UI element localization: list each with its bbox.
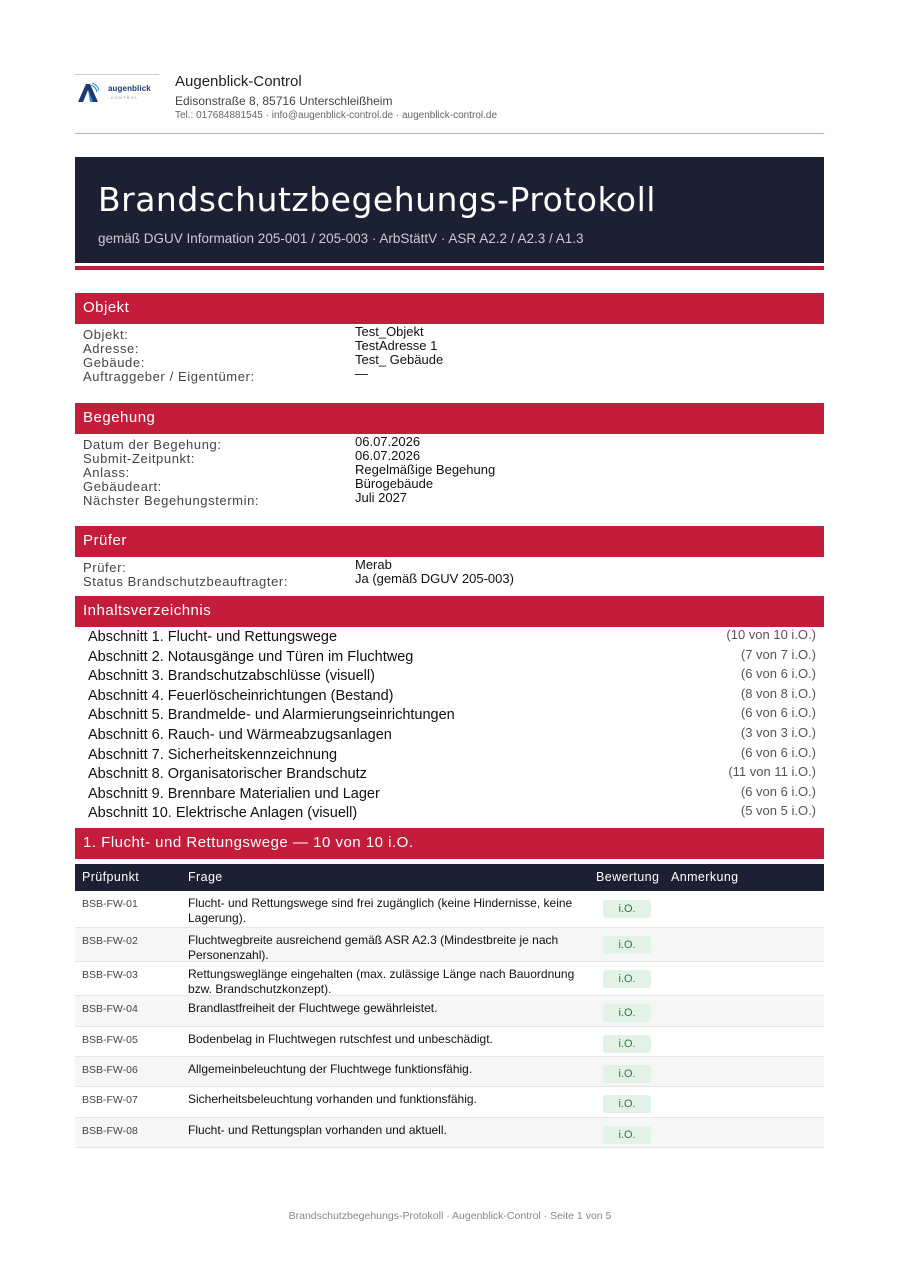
toc-title: Abschnitt 6. Rauch- und Wärmeabzugsanlagen — [88, 727, 392, 743]
banner-divider — [75, 266, 824, 270]
toc-count: (5 von 5 i.O.) — [740, 803, 816, 819]
toc-title: Abschnitt 10. Elektrische Anlagen (visuell) — [88, 805, 358, 822]
field-value: 06.07.2026 — [355, 434, 421, 449]
logo-a-icon — [77, 81, 99, 103]
company-name: Augenblick-Control — [175, 73, 302, 90]
toc-item[interactable] — [75, 646, 824, 669]
table-row — [75, 1118, 824, 1148]
checkpoint-id: BSB-FW-04 — [82, 1003, 138, 1015]
table-header — [75, 864, 824, 891]
letterhead — [75, 70, 824, 134]
table-row — [75, 1057, 824, 1087]
field-value: Merab — [355, 557, 392, 572]
toc-item[interactable] — [75, 805, 824, 825]
toc-item[interactable] — [75, 783, 824, 806]
toc-title: Abschnitt 3. Brandschutzabschlüsse (visuell) — [88, 668, 375, 685]
checkpoint-id: BSB-FW-08 — [82, 1125, 138, 1137]
toc-count: (6 von 6 i.O.) — [740, 666, 816, 682]
field-value: — — [355, 366, 368, 381]
title-banner — [75, 157, 824, 263]
toc-count: (7 von 7 i.O.) — [740, 646, 816, 662]
table-row — [75, 928, 824, 962]
toc-item[interactable] — [75, 685, 824, 708]
toc-count: (6 von 6 i.O.) — [740, 744, 816, 760]
status-badge: i.O. — [603, 1095, 651, 1113]
toc-item[interactable] — [75, 744, 824, 767]
table-row — [75, 891, 824, 928]
checkpoint-question: Sicherheitsbeleuchtung vorhanden und funktionsfähig. — [188, 1092, 477, 1106]
company-address: Edisonstraße 8, 85716 Unterschleißheim — [175, 94, 393, 108]
status-badge: i.O. — [603, 1065, 651, 1083]
status-badge: i.O. — [603, 900, 651, 918]
document-subtitle: gemäß DGUV Information 205-001 / 205-003 · ArbStättV · ASR A2.2 / A2.3 / A1.3 — [98, 231, 584, 246]
field-label: Adresse: — [83, 341, 140, 356]
checkpoint-question: Flucht- und Rettungsplan vorhanden und aktuell. — [188, 1123, 447, 1137]
status-badge: i.O. — [603, 936, 651, 954]
field-value: Regelmäßige Begehung — [355, 462, 496, 477]
checkpoint-question: Bodenbelag in Fluchtwegen rutschfest und unbeschädigt. — [188, 1032, 493, 1046]
checkpoint-id: BSB-FW-02 — [82, 935, 138, 947]
field-label: Objekt: — [83, 327, 129, 342]
toc-count: (3 von 3 i.O.) — [740, 725, 816, 740]
field-label: Submit-Zeitpunkt: — [83, 451, 196, 466]
toc-item[interactable] — [75, 668, 824, 688]
section-header-toc: Inhaltsverzeichnis — [75, 596, 824, 627]
company-logo — [75, 74, 159, 106]
section-header-fluchtwege: 1. Flucht- und Rettungswege — 10 von 10 i.O. — [75, 828, 824, 859]
checkpoint-question: Flucht- und Rettungswege sind frei zugänglich (keine Hindernisse, keine Lagerung). — [188, 896, 573, 925]
checkpoint-question: Fluchtwegbreite ausreichend gemäß ASR A2.3 (Mindestbreite je nach Personenzahl). — [188, 933, 559, 962]
field-value: 06.07.2026 — [355, 448, 421, 463]
toc-title: Abschnitt 7. Sicherheitskennzeichnung — [88, 746, 338, 763]
table-row — [75, 1027, 824, 1057]
status-badge: i.O. — [603, 1126, 651, 1144]
toc-title: Abschnitt 2. Notausgänge und Türen im Fluchtweg — [88, 648, 414, 665]
checkpoint-id: BSB-FW-07 — [82, 1094, 138, 1106]
toc-item[interactable] — [75, 707, 824, 727]
toc-item[interactable] — [75, 727, 824, 747]
field-label: Auftraggeber / Eigentümer: — [83, 369, 255, 384]
column-header-id: Prüfpunkt — [82, 870, 140, 884]
checkpoint-question: Allgemeinbeleuchtung der Fluchtwege funktionsfähig. — [188, 1062, 473, 1076]
toc-count: (6 von 6 i.O.) — [740, 705, 816, 721]
checkpoint-question: Rettungsweglänge eingehalten (max. zulässige Länge nach Bauordnung bzw. Brandschutzkonzept). — [188, 967, 575, 996]
field-value: Bürogebäude — [355, 476, 434, 491]
field-value: Test_Objekt — [355, 324, 424, 339]
toc-item[interactable] — [75, 766, 824, 786]
logo-subline: CONTROL — [111, 96, 139, 100]
table-row — [75, 962, 824, 996]
field-value: TestAdresse 1 — [355, 338, 438, 353]
section-header-begehung: Begehung — [75, 403, 824, 434]
field-label: Gebäudeart: — [83, 479, 162, 494]
page-footer: Brandschutzbegehungs-Protokoll · Augenblick-Control · Seite 1 von 5 — [288, 1210, 612, 1222]
field-label: Nächster Begehungstermin: — [83, 493, 260, 508]
status-badge: i.O. — [603, 1035, 651, 1053]
column-header-question: Frage — [188, 870, 223, 884]
toc-title: Abschnitt 9. Brennbare Materialien und Lager — [88, 785, 380, 802]
table-row — [75, 1087, 824, 1118]
company-contact: Tel.: 017684881545 · info@augenblick-control.de · augenblick-control.de — [175, 110, 498, 121]
field-label: Prüfer: — [83, 560, 127, 575]
toc-count: (11 von 11 i.O.) — [728, 764, 816, 780]
column-header-rating: Bewertung — [596, 870, 660, 884]
field-label: Datum der Begehung: — [83, 437, 222, 452]
status-badge: i.O. — [603, 1004, 651, 1022]
column-header-note: Anmerkung — [671, 870, 739, 884]
checkpoint-id: BSB-FW-01 — [82, 898, 138, 910]
field-label: Anlass: — [83, 465, 130, 480]
toc-title: Abschnitt 8. Organisatorischer Brandschutz — [88, 766, 367, 783]
toc-count: (10 von 10 i.O.) — [726, 627, 816, 642]
toc-title: Abschnitt 5. Brandmelde- und Alarmierungseinrichtungen — [88, 707, 455, 724]
checkpoint-id: BSB-FW-06 — [82, 1064, 138, 1076]
checkpoint-id: BSB-FW-05 — [82, 1034, 138, 1046]
field-label: Gebäude: — [83, 355, 145, 370]
checkpoint-id: BSB-FW-03 — [82, 969, 138, 981]
field-value: Juli 2027 — [355, 490, 408, 505]
section-header-pruefer: Prüfer — [75, 526, 824, 557]
table-row — [75, 996, 824, 1027]
toc-count: (8 von 8 i.O.) — [740, 685, 816, 701]
field-value: Ja (gemäß DGUV 205-003) — [355, 571, 514, 586]
document-title: Brandschutzbegehungs-Protokoll — [98, 180, 656, 219]
section-header-objekt: Objekt — [75, 293, 824, 324]
field-value: Test_ Gebäude — [355, 352, 444, 367]
status-badge: i.O. — [603, 970, 651, 988]
toc-count: (6 von 6 i.O.) — [740, 783, 816, 799]
checkpoint-question: Brandlastfreiheit der Fluchtwege gewährleistet. — [188, 1001, 438, 1015]
logo-wordmark: augenblick — [108, 84, 151, 93]
toc-title: Abschnitt 1. Flucht- und Rettungswege — [88, 629, 338, 645]
field-label: Status Brandschutzbeauftragter: — [83, 574, 289, 589]
toc-item[interactable] — [75, 629, 824, 649]
toc-title: Abschnitt 4. Feuerlöscheinrichtungen (Bestand) — [88, 687, 394, 704]
